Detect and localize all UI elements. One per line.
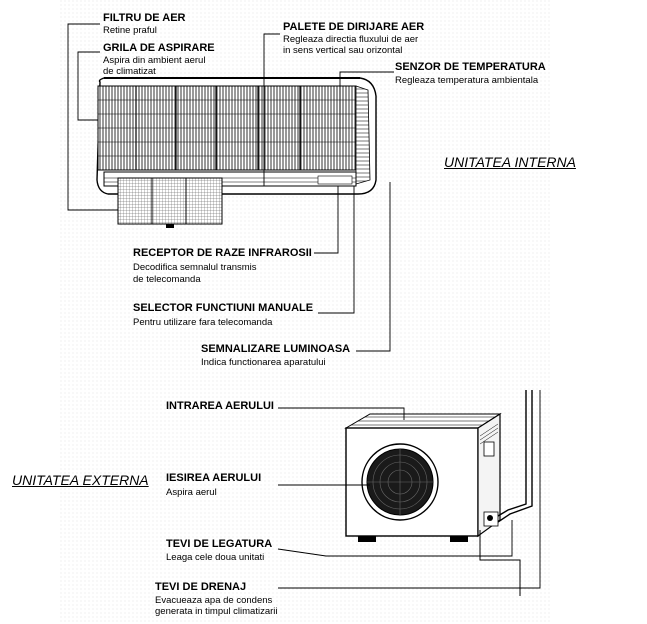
callout-desc: in sens vertical sau orizontal bbox=[283, 45, 403, 56]
callout-desc: Regleaza temperatura ambientala bbox=[395, 75, 539, 86]
callout-label: TEVI DE LEGATURA bbox=[166, 538, 273, 550]
indoor-unit-title: UNITATEA INTERNA bbox=[444, 154, 576, 170]
callout-desc: Indica functionarea aparatului bbox=[201, 357, 326, 368]
callout-label: TEVI DE DRENAJ bbox=[155, 581, 247, 593]
callout-desc: Decodifica semnalul transmis bbox=[133, 262, 257, 273]
callout-desc: Pentru utilizare fara telecomanda bbox=[133, 317, 273, 328]
callout-label: SELECTOR FUNCTIUNI MANUALE bbox=[133, 302, 314, 314]
callout-desc: Leaga cele doua unitati bbox=[166, 552, 265, 563]
callout-desc: generata in timpul climatizarii bbox=[155, 606, 278, 617]
callout-desc: Regleaza directia fluxului de aer bbox=[283, 34, 419, 45]
callout-label: SENZOR DE TEMPERATURA bbox=[395, 61, 546, 73]
callout-desc: de climatizat bbox=[103, 66, 156, 77]
callout-desc: Evacueaza apa de condens bbox=[155, 595, 273, 606]
callout-desc: Retine praful bbox=[103, 25, 157, 36]
callout-label: IESIREA AERULUI bbox=[166, 472, 262, 484]
callout-label: PALETE DE DIRIJARE AER bbox=[283, 21, 425, 33]
outdoor-unit-title: UNITATEA EXTERNA bbox=[12, 472, 149, 488]
callout-desc: Aspira din ambient aerul bbox=[103, 55, 206, 66]
callout-label: INTRAREA AERULUI bbox=[166, 400, 274, 412]
callout-desc: de telecomanda bbox=[133, 274, 201, 285]
callout-label: RECEPTOR DE RAZE INFRAROSII bbox=[133, 247, 312, 259]
callout-label: FILTRU DE AER bbox=[103, 12, 186, 24]
callout-label: GRILA DE ASPIRARE bbox=[103, 42, 215, 54]
callout-desc: Aspira aerul bbox=[166, 487, 217, 498]
callout-label: SEMNALIZARE LUMINOASA bbox=[201, 343, 351, 355]
